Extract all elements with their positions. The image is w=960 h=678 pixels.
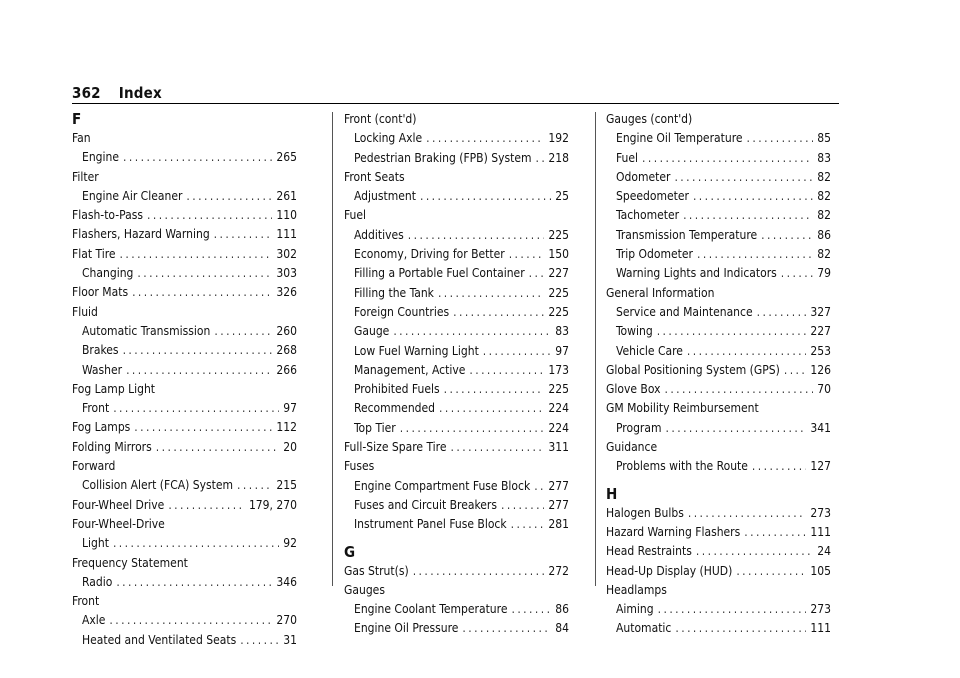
index-heading: Fuel	[344, 208, 367, 223]
index-heading: Four-Wheel-Drive	[72, 516, 165, 531]
page-reference[interactable]: 303	[276, 266, 297, 281]
entry-label: Engine Air Cleaner	[82, 188, 183, 203]
page-reference[interactable]: 227	[810, 324, 831, 339]
page-reference[interactable]: 224	[548, 420, 569, 435]
index-subentry[interactable]	[344, 600, 569, 619]
index-heading: Forward	[72, 459, 116, 474]
index-subentry[interactable]	[344, 303, 569, 322]
index-subentry[interactable]	[72, 631, 297, 650]
index-subentry[interactable]	[606, 303, 831, 322]
page-reference[interactable]: 86	[555, 602, 569, 617]
section-letter: F	[72, 110, 82, 128]
page-reference[interactable]: 24	[817, 544, 831, 559]
leader-dots	[120, 245, 273, 264]
index-subentry[interactable]	[606, 619, 831, 638]
index-subentry[interactable]	[72, 399, 297, 418]
index-subentry[interactable]	[72, 476, 297, 495]
entry-label: Tachometer	[616, 208, 680, 223]
leader-dots	[237, 476, 272, 495]
index-subentry[interactable]	[606, 322, 831, 341]
entry-label: Speedometer	[616, 189, 689, 204]
index-subentry[interactable]	[606, 168, 831, 187]
page-reference[interactable]: 272	[548, 563, 569, 578]
entry-label: Odometer	[616, 169, 671, 184]
index-heading: Front	[72, 594, 100, 609]
entry-label: Additives	[354, 227, 404, 242]
entry-label: Collision Alert (FCA) System	[82, 478, 234, 493]
index-entry[interactable]	[72, 283, 297, 302]
index-subentry[interactable]	[72, 361, 297, 380]
leader-dots	[752, 457, 806, 476]
leader-dots	[137, 264, 272, 283]
page-reference[interactable]: 277	[548, 497, 569, 512]
leader-dots	[438, 284, 544, 303]
index-entry[interactable]	[606, 523, 831, 542]
page-reference[interactable]: 225	[548, 304, 569, 319]
index-subentry[interactable]	[344, 284, 569, 303]
page-reference[interactable]: 70	[817, 382, 831, 397]
entry-label: Folding Mirrors	[72, 439, 152, 454]
page-reference[interactable]: 25	[555, 189, 569, 204]
leader-dots	[642, 149, 813, 168]
page-reference[interactable]: 225	[548, 285, 569, 300]
index-entry[interactable]	[606, 361, 831, 380]
leader-dots	[132, 283, 272, 302]
index-heading: Gauges	[344, 582, 385, 597]
index-subentry[interactable]	[606, 600, 831, 619]
entry-label: Economy, Driving for Better	[354, 247, 505, 262]
entry-label: Automatic	[616, 621, 672, 636]
leader-dots	[408, 226, 545, 245]
entry-label: Program	[616, 420, 662, 435]
entry-label: Glove Box	[606, 382, 661, 397]
entry-label: Full-Size Spare Tire	[344, 440, 447, 455]
index-subentry[interactable]	[344, 342, 569, 361]
entry-label: Head Restraints	[606, 544, 692, 559]
index-entry[interactable]	[72, 245, 297, 264]
index-subentry[interactable]	[344, 187, 569, 206]
page-reference[interactable]: 327	[810, 304, 831, 319]
page-reference[interactable]: 225	[548, 227, 569, 242]
entry-label: Vehicle Care	[616, 343, 683, 358]
index-entry[interactable]	[606, 504, 831, 523]
index-subentry[interactable]	[606, 342, 831, 361]
entry-label: Hazard Warning Flashers	[606, 524, 741, 539]
index-entry[interactable]	[72, 438, 297, 457]
index-subentry[interactable]	[606, 206, 831, 225]
leader-dots	[687, 342, 806, 361]
leader-dots	[501, 496, 544, 515]
entry-label: Engine Coolant Temperature	[354, 602, 508, 617]
entry-label: Flat Tire	[72, 246, 116, 261]
entry-label: Gauge	[354, 324, 390, 339]
entry-label: Four-Wheel Drive	[72, 497, 165, 512]
page-reference[interactable]: 82	[817, 208, 831, 223]
entry-label: Fog Lamps	[72, 420, 131, 435]
entry-label: Adjustment	[354, 189, 416, 204]
leader-dots	[511, 600, 551, 619]
leader-dots	[675, 619, 806, 638]
page-reference[interactable]: 112	[276, 420, 297, 435]
entry-label: Engine	[82, 150, 120, 165]
index-heading: Front (cont'd)	[344, 112, 417, 126]
page-reference[interactable]: 341	[810, 420, 831, 435]
leader-dots	[420, 187, 551, 206]
index-column-3	[606, 110, 831, 639]
entry-label: Automatic Transmission	[82, 323, 211, 338]
entry-label: Transmission Temperature	[616, 227, 758, 242]
leader-dots	[781, 264, 813, 283]
index-subentry[interactable]	[344, 264, 569, 283]
page-number: 362	[72, 84, 101, 102]
entry-label: Fuses and Circuit Breakers	[354, 497, 497, 512]
entry-label: Head-Up Display (HUD)	[606, 563, 733, 578]
page-reference[interactable]: 268	[276, 343, 297, 358]
leader-dots	[156, 438, 280, 457]
index-heading: Headlamps	[606, 582, 667, 597]
entry-label: Global Positioning System (GPS)	[606, 362, 780, 377]
page-reference[interactable]: 79	[817, 266, 831, 281]
section-letter: H	[606, 484, 618, 503]
leader-dots	[736, 562, 806, 581]
index-subentry[interactable]	[606, 264, 831, 283]
index-subentry[interactable]	[606, 419, 831, 438]
leader-dots	[511, 515, 545, 534]
entry-label: Gas Strut(s)	[344, 563, 409, 578]
entry-label: Changing	[82, 266, 134, 281]
entry-label: Engine Compartment Fuse Block	[354, 478, 531, 493]
page-reference[interactable]: 83	[555, 324, 569, 339]
index-entry[interactable]	[606, 542, 831, 561]
index-heading: Frequency Statement	[72, 555, 188, 570]
page-reference[interactable]: 270	[276, 613, 297, 628]
index-entry[interactable]	[344, 438, 569, 457]
page-reference[interactable]: 227	[548, 266, 569, 281]
leader-dots	[400, 419, 545, 438]
index-entry[interactable]	[72, 206, 297, 225]
index-subentry[interactable]	[72, 322, 297, 341]
entry-label: Low Fuel Warning Light	[354, 343, 479, 358]
index-heading: Gauges (cont'd)	[606, 112, 693, 126]
leader-dots	[393, 322, 551, 341]
index-subentry[interactable]	[606, 457, 831, 476]
leader-dots	[147, 206, 272, 225]
entry-label: Flashers, Hazard Warning	[72, 227, 210, 242]
leader-dots	[413, 562, 545, 581]
page-reference[interactable]: 85	[817, 131, 831, 146]
leader-dots	[109, 611, 272, 630]
index-subentry[interactable]	[344, 245, 569, 264]
leader-dots	[658, 600, 807, 619]
page-reference[interactable]: 82	[817, 169, 831, 184]
page-reference[interactable]: 326	[276, 285, 297, 300]
index-subentry[interactable]	[344, 399, 569, 418]
index-subentry[interactable]	[344, 380, 569, 399]
index-entry[interactable]	[344, 562, 569, 581]
entry-label: Foreign Countries	[354, 304, 450, 319]
entry-label: Floor Mats	[72, 285, 129, 300]
entry-label: Management, Active	[354, 362, 466, 377]
entry-label: Warning Lights and Indicators	[616, 266, 777, 281]
leader-dots	[693, 187, 813, 206]
index-subentry[interactable]	[344, 322, 569, 341]
leader-dots	[126, 361, 272, 380]
index-subentry[interactable]	[344, 129, 569, 148]
leader-dots	[116, 573, 272, 592]
leader-dots	[744, 523, 806, 542]
leader-dots	[747, 129, 814, 148]
leader-dots	[697, 245, 813, 264]
index-subentry[interactable]	[344, 477, 569, 496]
page-reference[interactable]: 111	[276, 227, 297, 242]
page-reference[interactable]: 281	[548, 517, 569, 532]
page-reference[interactable]: 20	[283, 439, 297, 454]
index-column-2	[344, 110, 569, 639]
leader-dots	[757, 303, 807, 322]
index-heading: Fluid	[72, 304, 98, 319]
index-heading: Filter	[72, 169, 99, 184]
index-subentry[interactable]	[606, 129, 831, 148]
index-subentry[interactable]	[72, 148, 297, 167]
page-reference[interactable]: 261	[276, 188, 297, 203]
page-reference[interactable]: 225	[548, 382, 569, 397]
column-divider	[332, 112, 333, 586]
index-heading: Fog Lamp Light	[72, 381, 156, 396]
entry-label: Front	[82, 401, 110, 416]
index-subentry[interactable]	[606, 187, 831, 206]
index-subentry[interactable]	[344, 619, 569, 638]
index-heading: GM Mobility Reimbursement	[606, 401, 759, 416]
page-reference[interactable]: 179, 270	[248, 497, 297, 512]
column-divider	[595, 112, 596, 586]
index-subentry[interactable]	[344, 149, 569, 168]
page-reference[interactable]: 273	[810, 505, 831, 520]
leader-dots	[134, 418, 272, 437]
page-reference[interactable]: 215	[276, 478, 297, 493]
page-reference[interactable]: 218	[548, 150, 569, 165]
leader-dots	[657, 322, 807, 341]
page-reference[interactable]: 302	[276, 246, 297, 261]
entry-label: Problems with the Route	[616, 459, 748, 474]
page-reference[interactable]: 31	[283, 632, 297, 647]
index-heading: Front Seats	[344, 169, 405, 184]
index-subentry[interactable]	[344, 226, 569, 245]
entry-label: Engine Oil Pressure	[354, 621, 459, 636]
leader-dots	[186, 187, 272, 206]
index-entry[interactable]	[72, 418, 297, 437]
page-reference[interactable]: 266	[276, 362, 297, 377]
page-reference[interactable]: 97	[555, 343, 569, 358]
entry-label: Engine Oil Temperature	[616, 131, 743, 146]
leader-dots	[509, 245, 545, 264]
entry-label: Aiming	[616, 602, 654, 617]
leader-dots	[462, 619, 551, 638]
page-reference[interactable]: 253	[810, 343, 831, 358]
index-subentry[interactable]	[72, 534, 297, 553]
leader-dots	[761, 226, 813, 245]
page-title: Index	[118, 84, 162, 102]
leader-dots	[426, 129, 544, 148]
leader-dots	[483, 342, 551, 361]
index-subentry[interactable]	[72, 341, 297, 360]
index-heading: Guidance	[606, 440, 658, 455]
leader-dots	[168, 496, 245, 515]
section-letter: G	[344, 542, 356, 561]
entry-label: Washer	[82, 362, 123, 377]
entry-label: Pedestrian Braking (FPB) System	[354, 150, 532, 165]
entry-label: Radio	[82, 574, 113, 589]
leader-dots	[240, 631, 279, 650]
page-reference[interactable]: 265	[276, 150, 297, 165]
page-reference[interactable]: 111	[810, 621, 831, 636]
entry-label: Axle	[82, 613, 106, 628]
leader-dots	[439, 399, 544, 418]
leader-dots	[535, 149, 544, 168]
page-reference[interactable]: 273	[810, 602, 831, 617]
entry-label: Locking Axle	[354, 131, 423, 146]
index-subentry[interactable]	[72, 187, 297, 206]
leader-dots	[123, 341, 273, 360]
leader-dots	[674, 168, 813, 187]
index-subentry[interactable]	[72, 611, 297, 630]
index-subentry[interactable]	[606, 149, 831, 168]
index-subentry[interactable]	[606, 245, 831, 264]
entry-label: Filling a Portable Fuel Container	[354, 266, 525, 281]
leader-dots	[688, 504, 807, 523]
entry-label: Fuel	[616, 150, 639, 165]
page-reference[interactable]: 192	[548, 131, 569, 146]
entry-label: Filling the Tank	[354, 285, 434, 300]
index-heading: Fuses	[344, 459, 375, 474]
page-reference[interactable]: 83	[817, 150, 831, 165]
index-entry[interactable]	[606, 562, 831, 581]
leader-dots	[666, 419, 807, 438]
entry-label: Service and Maintenance	[616, 304, 753, 319]
page-reference[interactable]: 311	[548, 440, 569, 455]
page-reference[interactable]: 150	[548, 247, 569, 262]
page-reference[interactable]: 127	[810, 459, 831, 474]
index-subentry[interactable]	[606, 226, 831, 245]
page-reference[interactable]: 173	[548, 362, 569, 377]
entry-label: Light	[82, 536, 109, 551]
page-reference[interactable]: 277	[548, 478, 569, 493]
entry-label: Instrument Panel Fuse Block	[354, 517, 507, 532]
leader-dots	[451, 438, 545, 457]
page-reference[interactable]: 126	[810, 362, 831, 377]
index-subentry[interactable]	[72, 573, 297, 592]
entry-label: Flash-to-Pass	[72, 208, 143, 223]
page-reference[interactable]: 86	[817, 227, 831, 242]
leader-dots	[696, 542, 813, 561]
leader-dots	[664, 380, 813, 399]
index-subentry[interactable]	[344, 515, 569, 534]
leader-dots	[469, 361, 544, 380]
header-rule	[72, 103, 839, 104]
index-subentry[interactable]	[72, 264, 297, 283]
index-column-1	[72, 110, 297, 650]
leader-dots	[784, 361, 807, 380]
leader-dots	[453, 303, 544, 322]
index-subentry[interactable]	[344, 419, 569, 438]
index-subentry[interactable]	[344, 361, 569, 380]
index-heading: General Information	[606, 285, 715, 300]
index-subentry[interactable]	[344, 496, 569, 515]
page-reference[interactable]: 346	[276, 574, 297, 589]
entry-label: Trip Odometer	[616, 247, 693, 262]
leader-dots	[214, 322, 272, 341]
page-reference[interactable]: 110	[276, 208, 297, 223]
page-reference[interactable]: 92	[283, 536, 297, 551]
page-reference[interactable]: 82	[817, 189, 831, 204]
entry-label: Brakes	[82, 343, 119, 358]
page-header	[72, 84, 162, 102]
entry-label: Halogen Bulbs	[606, 505, 684, 520]
leader-dots	[683, 206, 813, 225]
entry-label: Prohibited Fuels	[354, 382, 440, 397]
leader-dots	[113, 399, 279, 418]
page-reference[interactable]: 111	[810, 524, 831, 539]
page-reference[interactable]: 105	[810, 563, 831, 578]
page-reference[interactable]: 260	[276, 323, 297, 338]
index-heading: Fan	[72, 131, 91, 145]
page-reference[interactable]: 82	[817, 247, 831, 262]
index-entry[interactable]	[72, 225, 297, 244]
entry-label: Towing	[616, 324, 653, 339]
index-entry[interactable]	[72, 496, 297, 515]
page-reference[interactable]: 84	[555, 621, 569, 636]
leader-dots	[534, 477, 544, 496]
leader-dots	[123, 148, 272, 167]
entry-label: Heated and Ventilated Seats	[82, 632, 237, 647]
leader-dots	[529, 264, 545, 283]
leader-dots	[444, 380, 545, 399]
page-reference[interactable]: 97	[283, 401, 297, 416]
entry-label: Recommended	[354, 401, 436, 416]
leader-dots	[214, 225, 273, 244]
entry-label: Top Tier	[354, 420, 396, 435]
page-reference[interactable]: 224	[548, 401, 569, 416]
index-entry[interactable]	[606, 380, 831, 399]
leader-dots	[113, 534, 279, 553]
